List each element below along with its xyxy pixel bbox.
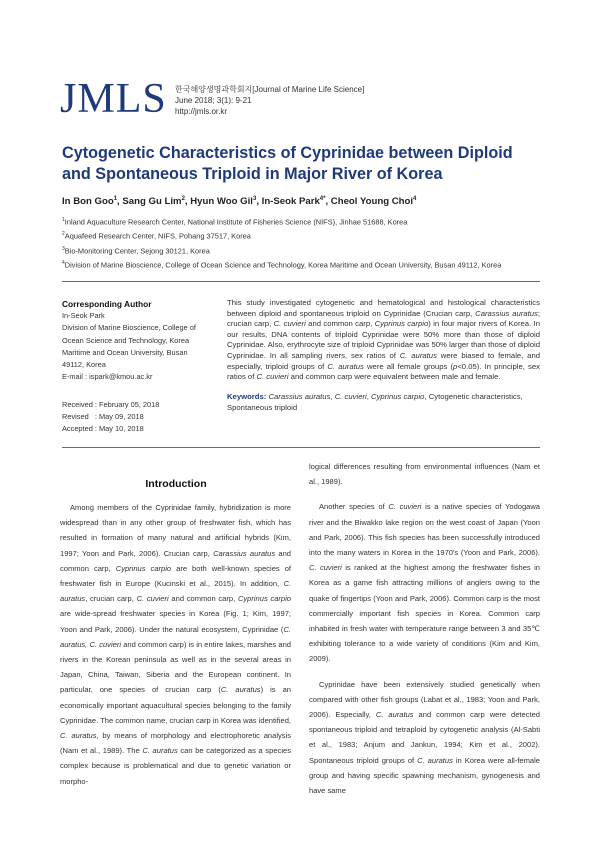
- author: In-Seok Park: [261, 196, 320, 208]
- paragraph: Another species of C. cuvieri is a native species of Yodogawa river and the Biwakko lake region on the west coast of Japan (Yoon and Park, 2006). This fish species has been successfully introduced into the many waters in Korea in the 1970's (Yoon and Park, 2006). C. cuvieri is ranked at the highest among the freshwater fishes in Korea as a game fish attracting millions of anglers owing to the quake of fingertips (Yoon and Park, 2006). Common carp is the most commercially important fish species in Korea. Common carp inhabited in fresh water with temperature range between 3 and 35℃ exhibiting tolerance to a wide variety of conditions (Kim and Kim, 2009).: [309, 502, 540, 664]
- divider-bottom: [62, 447, 540, 448]
- author: Cheol Young Choi: [330, 196, 414, 208]
- author-list: In Bon Goo$^1$, Sang Gu Lim$^2$, Hyun Woo Gil$^3$, In-Seok Park$^{4*}$, Cheol Young Choi$^4$: [62, 196, 417, 208]
- journal-url[interactable]: http://jmls.or.kr: [175, 107, 228, 116]
- abstract: This study investigated cytogenetic and hematological and histological characteristics between diploid and spontaneous triploid on Cyprinidae (Crucian carp, Carassius auratus; crucian carp, C. cuvieri and common carp, Cyprinus carpio) in four major rivers of Korea. In our results, DNA contents of triploid Cyprinidae were 50% more than those of diploid Cyprinidae. Also, erythrocyte size of triploid Cyprinidae was 50% larger than those of diploid Cyprinidae. In all sampling rivers, sex ratios of C. auratus were biased to female, and especially, triploid groups of C. auratus were all female groups (p<0.05). In principle, sex ratios of C. cuvieri and common carp were equivalent between male and female.: [227, 298, 540, 382]
- corresponding-heading: Corresponding Author: [62, 299, 152, 309]
- paragraph: logical differences resulting from environmental influences (Nam et al., 1989).: [309, 462, 540, 487]
- corresponding-email[interactable]: E-mail : ispark@kmou.ac.kr: [62, 372, 153, 382]
- section-heading-introduction: Introduction: [145, 478, 207, 490]
- paper-title: Cytogenetic Characteristics of Cyprinidae between Diploid and Spontaneous Triploid in Major River of Korea: [62, 144, 513, 183]
- keywords: Keywords: Carassius auratus, C. cuvieri, Cyprinus carpio, Cytogenetic characteristics, Spontaneous triploid: [227, 392, 523, 412]
- revised-date: Revised : May 09, 2018: [62, 412, 144, 422]
- body-column-left: [60, 500, 291, 789]
- received-date: Received : February 05, 2018: [62, 400, 160, 409]
- journal-logo: JMLS: [60, 76, 167, 122]
- submission-dates: [62, 399, 232, 436]
- body-column-right: [309, 459, 540, 798]
- author: In Bon Goo: [62, 196, 114, 208]
- accepted-date: Accepted : May 10, 2018: [62, 424, 144, 434]
- affiliations: [62, 214, 542, 272]
- corresponding-author: Corresponding Author In-Seok Park Division of Marine Bioscience, College of Ocean Science and Technology, Korea Maritime and Ocean University, Busan 49112, Korea E-mail : ispark@kmou.ac.kr: [62, 298, 232, 383]
- author: Hyun Woo Gil: [190, 196, 253, 208]
- paragraph: Among members of the Cyprinidae family, hybridization is more widespread than in any other group of freshwater fish, which has resulted in formation of many natural and artificial hybrids (Kim, 1997; Yoon and Park, 2006). Crucian carp, Carassius auratus and common carp, Cyprinus carpio are both well-known species of freshwater fish in Europe (Kucinski et al., 2015). In addition, C. auratus, crucian carp, C. cuvieri and common carp, Cyprinus carpio are wide-spread freshwater species in Korea (Fig. 1; Kim, 1997; Yoon and Park, 2006). Under the natural ecosystem, Cyprinidae (C. auratus, C. cuvieri and common carp) is in entire lakes, marshes and rivers in the Korean peninsula as well as in the several areas in Japan, China, Taiwan, Siberia and the European continent. In particular, one species of crucian carp (C. auratus) is an economically important aquacultural species belonging to the family Cyprinidae. The common name, crucian carp in Korea was identified, C. auratus, by means of morphology and electrophoretic analysis (Nam et al., 1989). The C. auratus can be categorized as a species complex because is problematical and due to genetic variation or morpho-: [60, 503, 292, 786]
- paragraph: Cyprinidae have been extensively studied genetically when compared with other fish groups (Labat et al., 1983; Yoon and Park, 2006). Especially, C. auratus and common carp were detected spontaneous triploid and tetraploid by cytogenetic analysis (Al-Sabti et al., 1983; Anjum and Jankun, 1994; Kim et al., 2002). Spontaneous triploid groups of C. auratus in Korea were all-female group and having specific spawning mechanism, gynogenesis and have same: [309, 679, 540, 796]
- journal-info: [175, 84, 364, 117]
- keywords-label: Keywords:: [227, 392, 267, 401]
- affiliation: $^1$Inland Aquaculture Research Center, National Institute of Fisheries Science (NIFS), Jinhae 51688, Korea: [62, 217, 408, 227]
- author: Sang Gu Lim: [122, 196, 182, 208]
- affiliation: $^3$Bio-Monitoring Center, Sejong 30121, Korea: [62, 245, 210, 256]
- divider-top: [62, 281, 540, 282]
- journal-name: 한국해양생명과학회지[Journal of Marine Life Science]: [175, 85, 365, 94]
- journal-issue: June 2018; 3(1): 9-21: [175, 96, 252, 105]
- affiliation: $^2$Aquafeed Research Center, NIFS, Pohang 37517, Korea: [62, 231, 251, 241]
- affiliation: $^4$Division of Marine Bioscience, College of Ocean Science and Technology, Korea Maritime and Ocean University, Busan 49112, Korea: [62, 260, 502, 270]
